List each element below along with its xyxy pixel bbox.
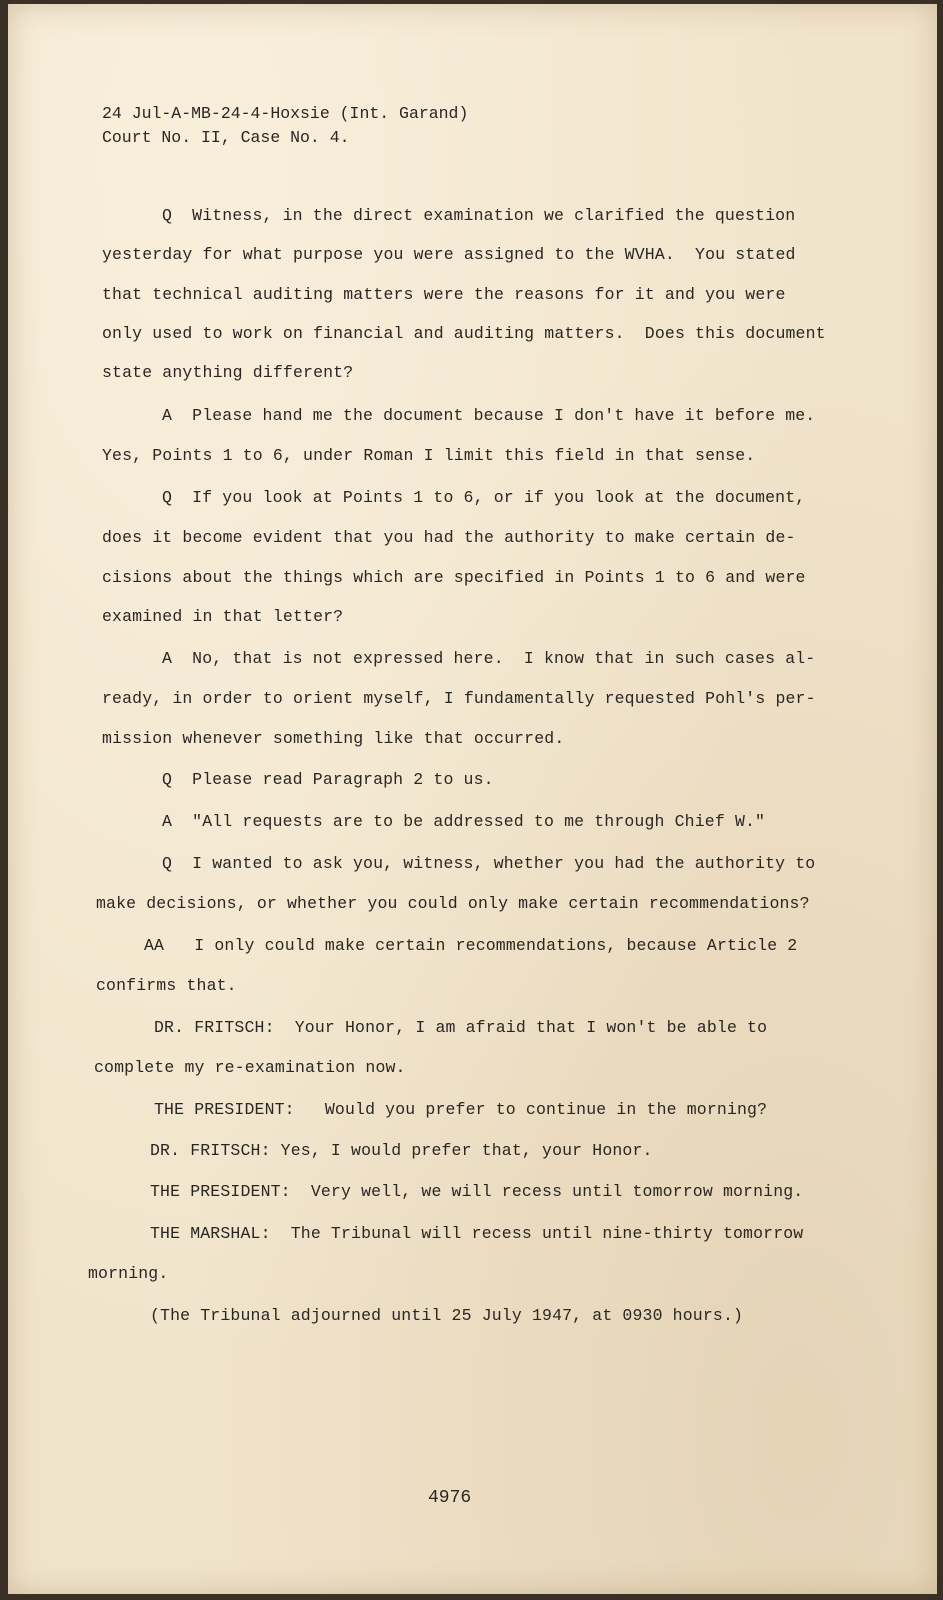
transcript-line: THE MARSHAL: The Tribunal will recess until nine-thirty tomorrow	[150, 1224, 804, 1243]
page-number: 4976	[428, 1488, 472, 1508]
transcript-line: yesterday for what purpose you were assigned to the WVHA. You stated	[102, 245, 796, 264]
document-page	[8, 4, 937, 1594]
transcript-line: confirms that.	[96, 976, 237, 995]
transcript-line: cisions about the things which are specified in Points 1 to 6 and were	[102, 568, 806, 587]
transcript-line: complete my re-examination now.	[94, 1058, 406, 1077]
transcript-line: DR. FRITSCH: Yes, I would prefer that, your Honor.	[150, 1141, 653, 1160]
transcript-line: Q Please read Paragraph 2 to us.	[162, 770, 494, 789]
header-case-line: 24 Jul-A-MB-24-4-Hoxsie (Int. Garand)	[102, 104, 469, 123]
transcript-line: make decisions, or whether you could only make certain recommendations?	[96, 894, 810, 913]
transcript-line: does it become evident that you had the authority to make certain de-	[102, 528, 796, 547]
transcript-line: ready, in order to orient myself, I fundamentally requested Pohl's per-	[102, 689, 816, 708]
transcript-line: morning.	[88, 1264, 169, 1283]
transcript-line: Q Witness, in the direct examination we clarified the question	[162, 206, 796, 225]
transcript-line: THE PRESIDENT: Would you prefer to continue in the morning?	[154, 1100, 768, 1119]
transcript-line: that technical auditing matters were the reasons for it and you were	[102, 285, 786, 304]
transcript-line: examined in that letter?	[102, 607, 344, 626]
transcript-line: mission whenever something like that occurred.	[102, 729, 565, 748]
transcript-line: Yes, Points 1 to 6, under Roman I limit this field in that sense.	[102, 446, 756, 465]
document-header	[102, 102, 468, 150]
transcript-line: DR. FRITSCH: Your Honor, I am afraid that I won't be able to	[154, 1018, 768, 1037]
transcript-line: THE PRESIDENT: Very well, we will recess until tomorrow morning.	[150, 1182, 804, 1201]
transcript-line: Q If you look at Points 1 to 6, or if you look at the document,	[162, 488, 806, 507]
header-court-line: Court No. II, Case No. 4.	[102, 128, 350, 147]
transcript-line: A Please hand me the document because I don't have it before me.	[162, 406, 816, 425]
transcript-line: only used to work on financial and auditing matters. Does this document	[102, 324, 826, 343]
transcript-line: A No, that is not expressed here. I know that in such cases al-	[162, 649, 816, 668]
transcript-line: A "All requests are to be addressed to me through Chief W."	[162, 812, 766, 831]
transcript-line: Q I wanted to ask you, witness, whether you had the authority to	[162, 854, 816, 873]
transcript-line: AA I only could make certain recommendations, because Article 2	[144, 936, 798, 955]
transcript-line: (The Tribunal adjourned until 25 July 1947, at 0930 hours.)	[150, 1306, 744, 1325]
transcript-line: state anything different?	[102, 363, 354, 382]
